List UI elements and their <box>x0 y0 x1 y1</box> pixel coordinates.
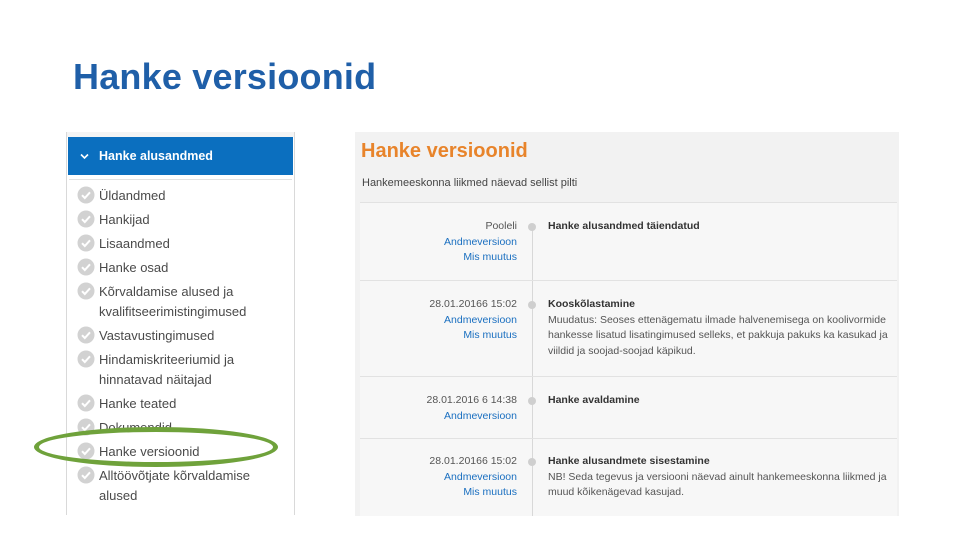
timeline-entry <box>360 376 897 438</box>
check-circle-icon <box>77 186 95 204</box>
check-circle-icon <box>77 210 95 228</box>
mis-muutus-link[interactable]: Mis muutus <box>463 486 517 498</box>
entry-body: Muudatus: Seoses ettenägematu ilmade halvenemisega on koolivormide hankesse lisatud lisatingimused selleks, et pakkuja pakuks ka kasukad ja viildid ja soojad-soojad käpikud. <box>548 313 888 357</box>
sidebar-item-alltoovotjate[interactable] <box>67 466 294 506</box>
entry-content <box>548 297 888 359</box>
sidebar-item-korvaldamise-alused[interactable] <box>67 282 294 322</box>
entry-meta <box>429 454 517 501</box>
entry-meta <box>429 297 517 344</box>
andmeversioon-link[interactable]: Andmeversioon <box>444 470 517 483</box>
chevron-down-icon <box>80 152 89 161</box>
entry-meta <box>444 219 517 266</box>
sidebar-item-label: Alltöövõtjate kõrvaldamise alused <box>99 468 251 503</box>
sidebar-item-hanke-osad[interactable] <box>67 258 294 278</box>
sidebar-header-hanke-alusandmed[interactable] <box>68 137 293 175</box>
versions-panel <box>355 132 899 516</box>
sidebar-item-label: Vastavustingimused <box>99 328 215 343</box>
entry-content <box>548 219 888 235</box>
sidebar-item-label: Hanke osad <box>99 260 169 275</box>
timeline-dot <box>528 397 536 405</box>
timeline-dot <box>528 223 536 231</box>
check-circle-icon <box>77 282 95 300</box>
entry-heading: Hanke avaldamine <box>548 394 640 406</box>
entry-content <box>548 393 888 409</box>
entry-body: NB! Seda tegevus ja versiooni näevad ainult hankemeeskonna liikmed ja muud kõikenägevad kasujad. <box>548 470 887 498</box>
timeline-entry <box>360 280 897 376</box>
highlight-ellipse <box>34 427 278 467</box>
timeline-dot <box>528 301 536 309</box>
panel-title: Hanke versioonid <box>361 140 528 162</box>
sidebar-item-label: Hanke versioonid <box>99 444 200 459</box>
sidebar-header-label: Hanke alusandmed <box>99 149 213 163</box>
sidebar-item-vastavustingimused[interactable] <box>67 326 294 346</box>
check-circle-icon <box>77 258 95 276</box>
sidebar-item-hindamiskriteeriumid[interactable] <box>67 350 294 390</box>
check-circle-icon <box>77 394 95 412</box>
sidebar-item-label: Hindamiskriteeriumid ja hinnatavad näitajad <box>99 352 235 387</box>
entry-status: Pooleli <box>485 220 517 232</box>
sidebar-item-hanke-teated[interactable] <box>67 394 294 414</box>
sidebar-item-hankijad[interactable] <box>67 210 294 230</box>
timeline-entry <box>360 438 897 516</box>
andmeversioon-link[interactable]: Andmeversioon <box>444 235 517 248</box>
entry-heading: Kooskõlastamine <box>548 298 635 310</box>
entry-timestamp: 28.01.20166 15:02 <box>429 298 517 310</box>
sidebar-item-label: Dokumendid <box>99 420 172 435</box>
entry-heading: Hanke alusandmete sisestamine <box>548 455 710 467</box>
sidebar-item-label: Üldandmed <box>99 188 166 203</box>
check-circle-icon <box>77 350 95 368</box>
mis-muutus-link[interactable]: Mis muutus <box>463 329 517 341</box>
sidebar-item-label: Hanke teated <box>99 396 177 411</box>
check-circle-icon <box>77 234 95 252</box>
slide-title: Hanke versioonid <box>73 56 377 97</box>
andmeversioon-link[interactable]: Andmeversioon <box>444 313 517 326</box>
entry-content <box>548 454 888 501</box>
entry-timestamp: 28.01.20166 15:02 <box>429 455 517 467</box>
sidebar-item-label: Hankijad <box>99 212 150 227</box>
sidebar-item-label: Lisaandmed <box>99 236 170 251</box>
sidebar-item-label: Kõrvaldamise alused ja kvalifitseerimistingimused <box>99 284 247 319</box>
timeline-dot <box>528 458 536 466</box>
andmeversioon-link[interactable]: Andmeversioon <box>444 409 517 422</box>
check-circle-icon <box>77 466 95 484</box>
entry-heading: Hanke alusandmed täiendatud <box>548 220 700 232</box>
panel-subtitle: Hankemeeskonna liikmed näevad sellist pilti <box>362 177 578 189</box>
mis-muutus-link[interactable]: Mis muutus <box>463 251 517 263</box>
check-circle-icon <box>77 326 95 344</box>
sidebar-item-lisaandmed[interactable] <box>67 234 294 254</box>
version-timeline <box>360 202 897 516</box>
entry-meta <box>426 393 517 424</box>
sidebar-item-uldandmed[interactable] <box>67 186 294 206</box>
entry-timestamp: 28.01.2016 6 14:38 <box>426 394 517 406</box>
timeline-entry <box>360 202 897 280</box>
